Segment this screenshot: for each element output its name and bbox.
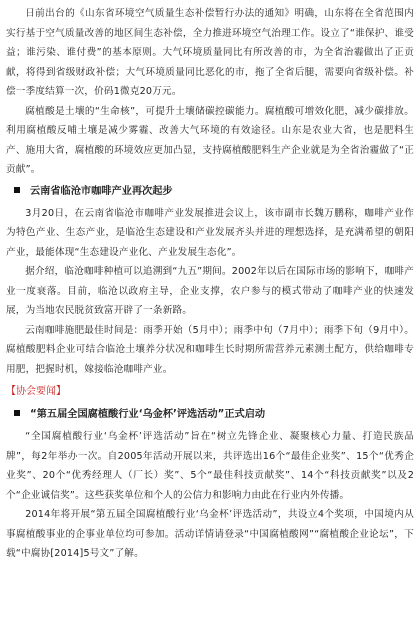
paragraph-lincang-history: 据介绍，临沧咖啡种植可以追溯到“九五”期间。2002年以后在国际市场的影响下，咖啡产业一度衰落。目前，临沧以政府主导，企业支撑，农户参与的模式带动了咖啡产业的快速发展，为当地农民脱贫致富开辟了一条新路。 [6, 266, 414, 316]
association-news-tag: 【协会要闻】 [6, 386, 66, 397]
paragraph-humic-acid-soil: 腐植酸是土壤的“生命核”，可提升土壤储碳控碳能力。腐植酸可增效化肥，减少碳排放。利用腐植酸反哺土壤是减少雾霾、改善大气环境的有效途径。山东是农业大省，也是肥料生产、施用大省，腐植酸的环境效应更加凸显，支持腐植酸肥料生产企业就是为全省治霾做了“正贡献”。 [6, 105, 414, 175]
paragraph-wujin-cup-2014: 2014年将开展“第五届全国腐植酸行业‘乌金杯’评选活动”，共设立4个奖项，中国境内从事腐植酸事业的企事业单位均可参加。活动详情请登录“中国腐植酸网”“腐植酸企业论坛”，下载“中腐协[2014]5号文”了解。 [6, 509, 414, 559]
square-bullet-icon [14, 187, 20, 193]
section-heading-yunnan [6, 181, 414, 203]
paragraph-lincang-meeting: 3月20日，在云南省临沧市咖啡产业发展推进会议上，该市副市长魏万鹏称，咖啡产业作为特色产业、生态产业，是临沧生态建设和产业发展齐头并进的理想选择，是充满希望的朝阳产业，最能体现“生态建设产业化、产业发展生态化”。 [6, 207, 414, 258]
section-heading-text: 云南省临沧市咖啡产业再次起步 [30, 185, 173, 197]
paragraph-coffee-fertilizer: 云南咖啡施肥最佳时间是：雨季开始（5月中）；雨季中旬（7月中）；雨季下旬（9月中）。腐植酸肥料企业可结合临沧土壤养分状况和咖啡生长时期所需营养元素测土配方，供给咖啡专用肥，把握时机，嫁接临沧咖啡产业。 [6, 324, 414, 375]
section-heading-text: “第五届全国腐植酸行业‘乌金杯’评选活动”正式启动 [30, 409, 266, 420]
paragraph-wujin-cup-intro: “全国腐植酸行业‘乌金杯’评选活动”旨在“树立先锋企业、凝聚核心力量、打造民族品牌”，每2年举办一次。自2005年活动开展以来，共评选出16个“最佳企业奖”、15个“优秀企业奖”、20个“优秀经理人（厂长）奖”、5个“最佳科技贡献奖”、14个“科技贡献奖”以及2个“企业诚信奖”。这些获奖单位和个人的公信力和影响力由此在行业内外传播。 [6, 431, 414, 501]
square-bullet-icon [14, 410, 20, 416]
section-heading-wujin-cup [6, 404, 414, 426]
paragraph-shandong-compensation: 日前出台的《山东省环境空气质量生态补偿暂行办法的通知》明确，山东将在全省范围内实行基于空气质量改善的地区间生态补偿，全力推进环境空气治理工作。设立了“谁保护、谁受益；谁污染、谁付费”的基本原则。大气环境质量同比有所改善的市，为全省治霾做出了正贡献，将得到省级财政补偿；大气环境质量同比恶化的市，拖了全省后腿，需要向省级补偿。补偿一季度结算一次，价码1微克20万元。 [6, 8, 414, 97]
